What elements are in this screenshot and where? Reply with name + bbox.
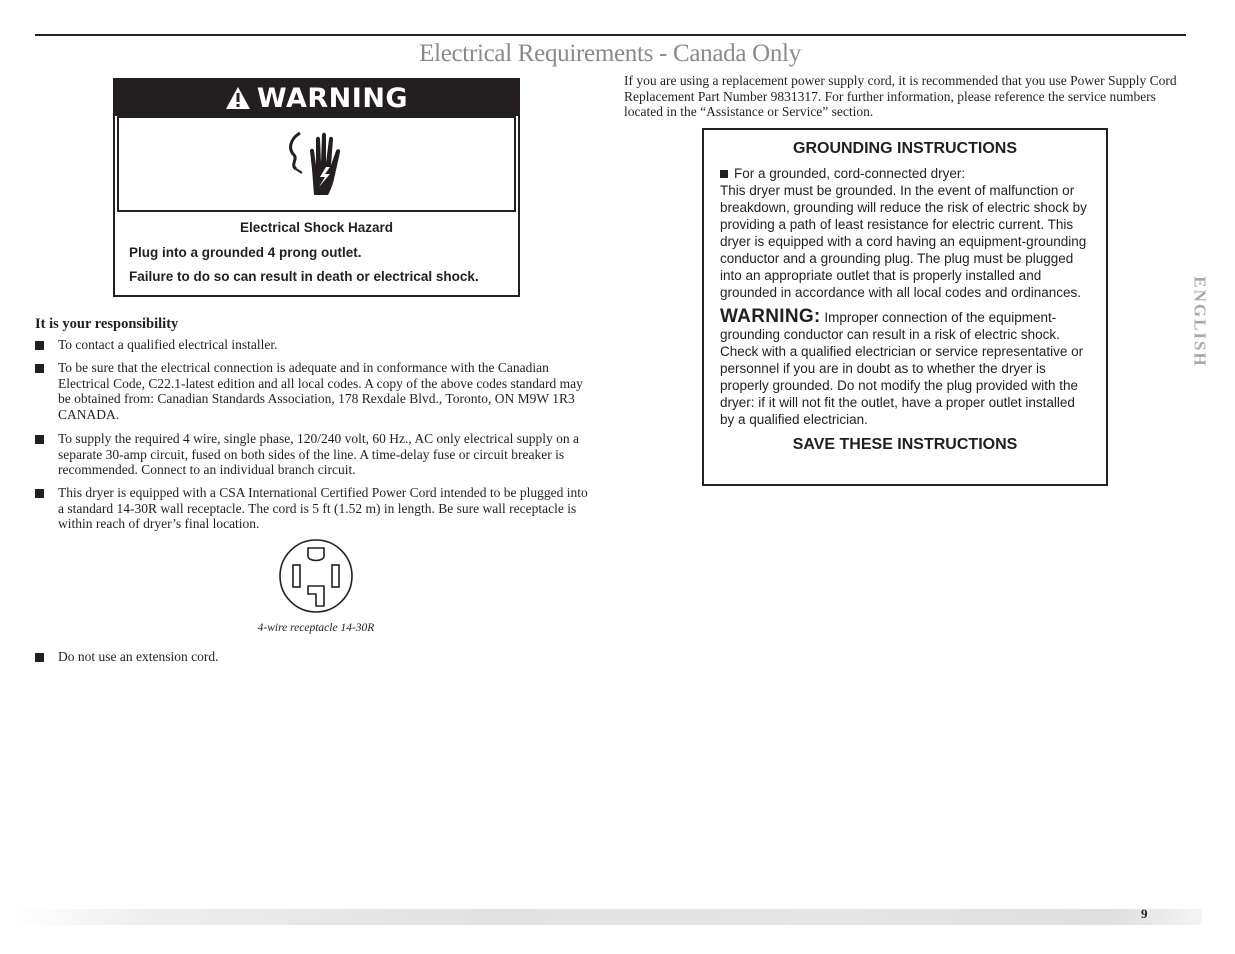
grounding-title: GROUNDING INSTRUCTIONS — [793, 140, 1017, 157]
responsibility-heading: It is your responsibility — [35, 316, 179, 332]
top-rule — [35, 34, 1186, 36]
warning-text — [115, 212, 518, 284]
grounding-warning-text: Improper connection of the equipment-grounding conductor can result in a risk of electric shock. Check with a qualified electrician or service representative or personnel if you are in doubt as to whether the dryer is properly grounded. Do not modify the plug provided with the dryer: if it will not fit the outlet, have a proper outlet installed by a qualified electrician. — [720, 310, 1084, 427]
page-number: 9 — [1141, 906, 1148, 921]
warning-triangle-icon — [225, 86, 251, 110]
bullet-square-icon — [35, 364, 44, 373]
receptacle-14-30r-icon — [278, 538, 354, 614]
save-instructions-footer: SAVE THESE INSTRUCTIONS — [792, 436, 1018, 453]
bullet-square-icon — [35, 489, 44, 498]
bullet-square-icon — [35, 341, 44, 350]
list-item: This dryer is equipped with a CSA International Certified Power Cord intended to be plugged into a standard 14-30R wall receptacle. The cord is 5 ft (1.52 m) in length. Be sure wall receptacle is within reach of dryer’s final location. — [35, 485, 595, 532]
grounding-warning — [720, 308, 1092, 428]
electric-shock-hand-icon — [286, 129, 348, 199]
list-item: Do not use an extension cord. — [35, 649, 595, 665]
list-item: To contact a qualified electrical installer. — [35, 337, 595, 353]
page-title: Electrical Requirements - Canada Only — [419, 40, 801, 67]
bullet-square-icon — [35, 435, 44, 444]
bullet-square-icon — [720, 170, 728, 178]
hazard-title: Electrical Shock Hazard — [239, 220, 394, 235]
receptacle-caption: 4-wire receptacle 14-30R — [257, 622, 375, 634]
grounding-body — [704, 165, 1106, 428]
grounding-warning-label: WARNING: — [720, 306, 821, 327]
warning-line: Plug into a grounded 4 prong outlet. — [129, 245, 362, 260]
grounding-text: This dryer must be grounded. In the event of malfunction or breakdown, grounding will reduce the risk of electric shock by providing a path of least resistance for electric current. This dryer is equipped with a cord having an equipment-grounding conductor and a grounding plug. The plug must be plugged into an appropriate outlet that is properly installed and grounded in accordance with all local codes and ordinances. — [720, 183, 1087, 300]
language-side-tab: ENGLISH — [1191, 276, 1211, 368]
warning-line: Failure to do so can result in death or electrical shock. — [129, 269, 479, 284]
list-item: To supply the required 4 wire, single phase, 120/240 volt, 60 Hz., AC only electrical supply on a separate 30-amp circuit, fused on both sides of the line. A time-delay fuse or circuit breaker is recommended. Connect to an individual branch circuit. — [35, 431, 595, 478]
warning-header-text: WARNING — [256, 82, 409, 114]
replacement-cord-paragraph: If you are using a replacement power supply cord, it is recommended that you use Power Supply Cord Replacement Part Number 9831317. For further information, please reference the service numbers located in the “Assistance or Service” section. — [624, 73, 1177, 120]
bullet-square-icon — [35, 653, 44, 662]
footer-bar — [12, 909, 1202, 925]
list-item: To be sure that the electrical connection is adequate and in conformance with the Canadian Electrical Code, C22.1-latest edition and all local codes. A copy of the above codes standard may be obtained from: Canadian Standards Association, 178 Rexdale Blvd., Toronto, ON M9W 1R3 CANADA. — [35, 360, 595, 422]
warning-box — [113, 78, 520, 297]
shock-icon-panel — [117, 116, 516, 212]
warning-header — [115, 80, 518, 116]
grounding-item: For a grounded, cord-connected dryer: — [720, 165, 1092, 182]
grounding-instructions-box — [702, 128, 1108, 486]
